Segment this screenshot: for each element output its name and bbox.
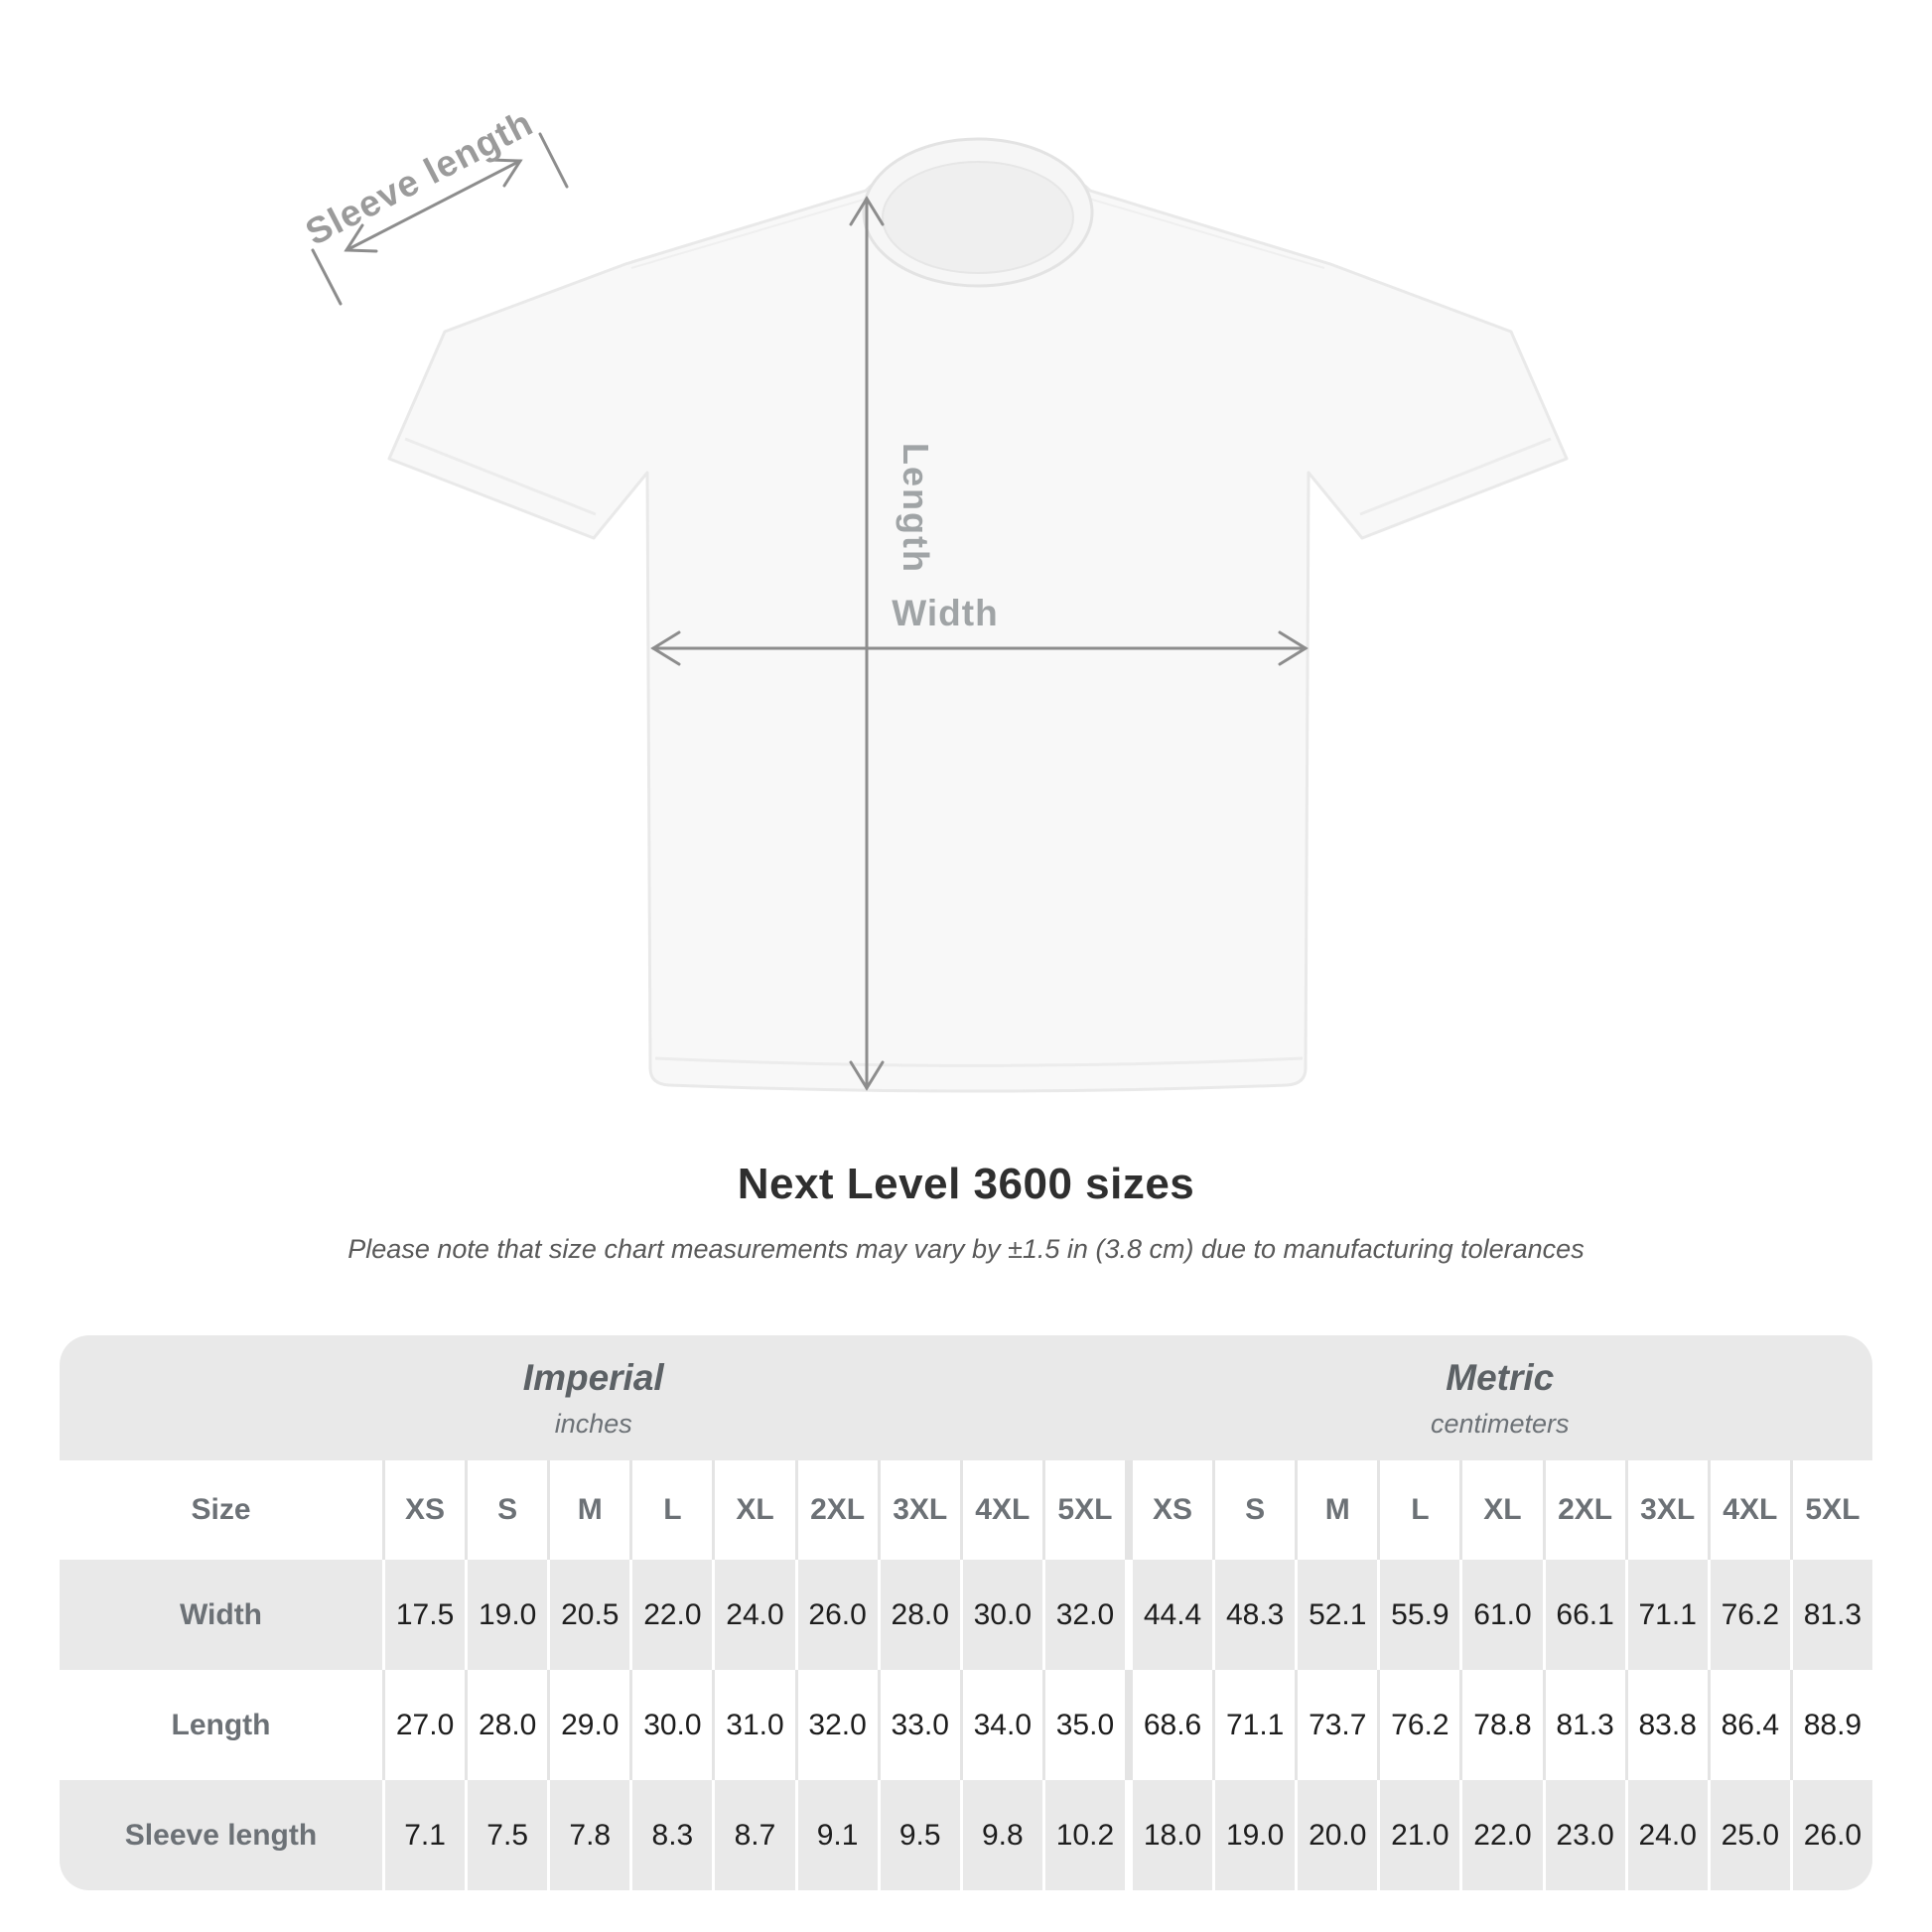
value-cell: 34.0 xyxy=(960,1670,1042,1780)
value-cell: 88.9 xyxy=(1790,1670,1872,1780)
value-cell: 25.0 xyxy=(1708,1780,1790,1890)
table-row-length xyxy=(60,1670,1872,1780)
collar xyxy=(864,139,1092,286)
value-cell: 68.6 xyxy=(1125,1670,1212,1780)
value-cell: 19.0 xyxy=(1212,1780,1295,1890)
value-cell: 71.1 xyxy=(1212,1670,1295,1780)
value-cell: 19.0 xyxy=(465,1560,547,1670)
value-cell: 35.0 xyxy=(1042,1670,1125,1780)
value-cell: 10.2 xyxy=(1042,1780,1125,1890)
value-cell: 28.0 xyxy=(878,1560,960,1670)
width-label: Width xyxy=(892,593,999,633)
value-cell: 24.0 xyxy=(1625,1780,1708,1890)
table-row-width xyxy=(60,1560,1872,1670)
value-cell: 8.3 xyxy=(629,1780,712,1890)
size-header-row xyxy=(60,1460,1872,1560)
value-cell: 86.4 xyxy=(1708,1670,1790,1780)
size-cell: XS xyxy=(382,1460,465,1560)
value-cell: 9.8 xyxy=(960,1780,1042,1890)
value-cell: 20.5 xyxy=(547,1560,629,1670)
value-cell: 52.1 xyxy=(1295,1560,1377,1670)
size-cell: 5XL xyxy=(1042,1460,1125,1560)
size-cell: L xyxy=(629,1460,712,1560)
value-cell: 9.1 xyxy=(795,1780,878,1890)
size-cell: M xyxy=(547,1460,629,1560)
value-cell: 66.1 xyxy=(1543,1560,1625,1670)
unit-header-imperial xyxy=(60,1335,1128,1460)
value-cell: 81.3 xyxy=(1543,1670,1625,1780)
imperial-title: Imperial xyxy=(522,1356,664,1398)
table-row-sleeve-length xyxy=(60,1780,1872,1890)
value-cell: 9.5 xyxy=(878,1780,960,1890)
value-cell: 81.3 xyxy=(1790,1560,1872,1670)
sleeve-length-label: Sleeve length xyxy=(299,101,540,253)
value-cell: 30.0 xyxy=(960,1560,1042,1670)
value-cell: 17.5 xyxy=(382,1560,465,1670)
value-cell: 7.5 xyxy=(465,1780,547,1890)
size-cell: 5XL xyxy=(1790,1460,1872,1560)
unit-header-metric xyxy=(1128,1335,1873,1460)
value-cell: 7.1 xyxy=(382,1780,465,1890)
value-cell: 26.0 xyxy=(795,1560,878,1670)
metric-unit: centimeters xyxy=(1430,1408,1570,1439)
value-cell: 33.0 xyxy=(878,1670,960,1780)
value-cell: 18.0 xyxy=(1125,1780,1212,1890)
value-cell: 8.7 xyxy=(712,1780,794,1890)
value-cell: 32.0 xyxy=(1042,1560,1125,1670)
length-label: Length xyxy=(896,443,936,574)
size-header-label: Size xyxy=(191,1493,251,1526)
value-cell: 31.0 xyxy=(712,1670,794,1780)
metric-title: Metric xyxy=(1446,1356,1555,1398)
size-cell: 3XL xyxy=(878,1460,960,1560)
size-cell: L xyxy=(1377,1460,1459,1560)
size-cell: XL xyxy=(712,1460,794,1560)
size-cell: 4XL xyxy=(1708,1460,1790,1560)
size-cell: S xyxy=(465,1460,547,1560)
value-cell: 22.0 xyxy=(629,1560,712,1670)
value-cell: 20.0 xyxy=(1295,1780,1377,1890)
page-title: Next Level 3600 sizes xyxy=(737,1160,1195,1208)
value-cell: 29.0 xyxy=(547,1670,629,1780)
size-cell: 4XL xyxy=(960,1460,1042,1560)
value-cell: 28.0 xyxy=(465,1670,547,1780)
page-subtitle: Please note that size chart measurements may vary by ±1.5 in (3.8 cm) due to manufacturing tolerances xyxy=(347,1234,1585,1264)
row-label: Width xyxy=(179,1597,263,1631)
value-cell: 22.0 xyxy=(1459,1780,1542,1890)
imperial-unit: inches xyxy=(554,1408,632,1439)
value-cell: 27.0 xyxy=(382,1670,465,1780)
row-label: Length xyxy=(171,1708,271,1741)
value-cell: 24.0 xyxy=(712,1560,794,1670)
value-cell: 61.0 xyxy=(1459,1560,1542,1670)
value-cell: 26.0 xyxy=(1790,1780,1872,1890)
size-cell: XS xyxy=(1125,1460,1212,1560)
value-cell: 78.8 xyxy=(1459,1670,1542,1780)
size-cell: 3XL xyxy=(1625,1460,1708,1560)
row-label: Sleeve length xyxy=(124,1818,318,1852)
value-cell: 44.4 xyxy=(1125,1560,1212,1670)
value-cell: 76.2 xyxy=(1377,1670,1459,1780)
size-cell: XL xyxy=(1459,1460,1542,1560)
value-cell: 32.0 xyxy=(795,1670,878,1780)
value-cell: 23.0 xyxy=(1543,1780,1625,1890)
size-cell: 2XL xyxy=(1543,1460,1625,1560)
value-cell: 48.3 xyxy=(1212,1560,1295,1670)
value-cell: 76.2 xyxy=(1708,1560,1790,1670)
value-cell: 71.1 xyxy=(1625,1560,1708,1670)
value-cell: 30.0 xyxy=(629,1670,712,1780)
value-cell: 73.7 xyxy=(1295,1670,1377,1780)
size-table xyxy=(60,1335,1872,1890)
value-cell: 83.8 xyxy=(1625,1670,1708,1780)
value-cell: 55.9 xyxy=(1377,1560,1459,1670)
value-cell: 21.0 xyxy=(1377,1780,1459,1890)
value-cell: 7.8 xyxy=(547,1780,629,1890)
size-cell: M xyxy=(1295,1460,1377,1560)
size-cell: S xyxy=(1212,1460,1295,1560)
unit-header-band xyxy=(60,1335,1872,1460)
size-cell: 2XL xyxy=(795,1460,878,1560)
